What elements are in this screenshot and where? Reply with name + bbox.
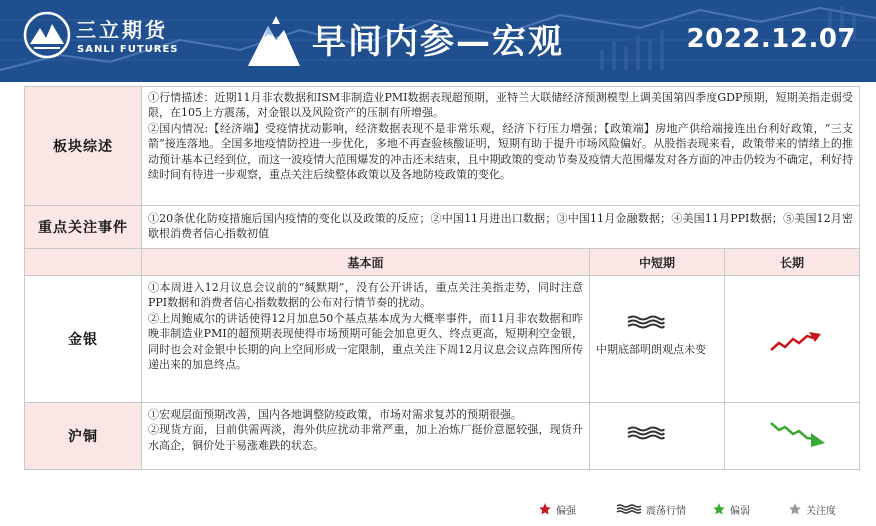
- logo-mountain-icon: [22, 10, 72, 60]
- header-banner: [0, 0, 876, 82]
- report-date: 2022.12.07: [686, 24, 856, 54]
- gold-silver-short-mid-note: 中期底部明朗观点未变: [596, 343, 706, 356]
- mountain-peak-icon: [246, 10, 302, 70]
- legend-label-weak: 偏弱: [730, 505, 750, 517]
- trend-up-arrow-icon: [769, 328, 825, 354]
- copper-paragraph: ①宏观层面预期改善，国内各地调整防疫政策，市场对需求复苏的预期很强。: [148, 408, 522, 421]
- gold-silver-paragraph: ②上周鲍威尔的讲话使得12月加息50个基点基本成为大概率事件，而11月非农数据和昨晚非制造业PMI的超预期表现使得市场预期可能会加息更久、终点更高，短期利空金银，同时也会对金银中长期的向上空间形成一定限制，重点关注下周12月议息会议点阵图所传递出来的加息终点。: [148, 311, 583, 372]
- row-label-copper-text: 沪铜: [68, 429, 98, 445]
- sector-summary-label: [24, 86, 142, 206]
- key-events-content: [141, 205, 860, 249]
- company-logo: [22, 10, 192, 70]
- legend-item-strong: [538, 501, 576, 517]
- gold-silver-short-mid-cell: [589, 275, 725, 403]
- legend-item-focus: [788, 501, 836, 517]
- legend-label-range: 震荡行情: [646, 505, 686, 517]
- column-header-long: [724, 248, 860, 276]
- row-label-gold-silver: [24, 275, 142, 403]
- column-header-long-text: 长期: [779, 255, 804, 270]
- legend-item-weak: [712, 501, 750, 517]
- gold-silver-long-cell: [724, 275, 860, 403]
- green-star-icon: [712, 502, 726, 516]
- wave-icon: [626, 314, 666, 330]
- red-star-icon: [538, 502, 552, 516]
- key-events-label: [24, 205, 142, 249]
- copper-long-cell: [724, 402, 860, 470]
- sector-summary-content: [141, 86, 860, 206]
- page-title: 早间内参—宏观: [312, 22, 564, 62]
- legend-item-range: [616, 501, 686, 517]
- sector-summary-paragraph: ①行情描述：近期11月非农数据和ISM非制造业PMI数据表现超预期，亚特兰大联储经济预测模型上调美国第四季度GDP预期，短期美指走弱受限，在105上方震荡，对金银以及风险资产的压制有所增强。: [148, 91, 853, 120]
- copper-paragraph: ②现货方面，目前供需两淡，海外供应扰动非常严重，加上冶炼厂挺价意愿较强，现货升水高企，铜价处于易涨难跌的状态。: [148, 423, 583, 452]
- row-label-copper: [24, 402, 142, 470]
- gray-star-icon: [788, 502, 802, 516]
- column-header-short-mid-text: 中短期: [638, 255, 675, 270]
- market-briefing-table: [24, 86, 860, 496]
- column-header-short-mid: [589, 248, 725, 276]
- column-header-fundamentals: [141, 248, 590, 276]
- legend-label-focus: 关注度: [806, 505, 836, 517]
- gold-silver-paragraph: ①本周进入12月议息会议前的“缄默期”，没有公开讲话，重点关注美指走势，同时注意PPI数据和消费者信心指数数据的公布对行情节奏的扰动。: [148, 281, 583, 310]
- wave-icon: [616, 503, 642, 515]
- sector-summary-paragraph: ②国内情况:【经济端】受疫情扰动影响，经济数据表现不是非常乐观，经济下行压力增强；【政策端】房地产供给端接连出台利好政策，“三支箭”接连落地。全国多地疫情防控进一步优化，多地不再查验核酸证明，短期有助于提升市场风险偏好。从股指表现来看，政策带来的情绪上的推动预计基本已经到位，而这一波疫情大范围爆发的冲击还未结束，且中期政策的变动节奏及疫情大范围爆发对各方面的冲击仍较为不确定，利好持续时间有待进一步观察，重点关注后续整体政策以及各地防疫政策的变化。: [148, 121, 853, 182]
- column-header-fundamentals-text: 基本面: [347, 255, 384, 270]
- legend-label-strong: 偏强: [556, 505, 576, 517]
- sector-summary-label-text: 板块综述: [53, 139, 113, 155]
- trend-down-arrow-icon: [769, 419, 829, 449]
- gold-silver-fundamentals: [141, 275, 590, 403]
- copper-short-mid-cell: [589, 402, 725, 470]
- key-events-text: ①20条优化防疫措施后国内疫情的变化以及政策的反应；②中国11月进出口数据；③中国11月金融数据；④美国11月PPI数据；⑤美国12月密歇根消费者信心指数初值: [148, 212, 853, 241]
- wave-icon: [626, 425, 666, 441]
- header-blank-cell: [24, 248, 142, 276]
- logo-english-name: SANLI FUTURES: [77, 44, 179, 55]
- copper-fundamentals: [141, 402, 590, 470]
- logo-chinese-name: 三立期货: [76, 18, 168, 42]
- key-events-label-text: 重点关注事件: [38, 220, 128, 236]
- row-label-gold-silver-text: 金银: [68, 332, 98, 348]
